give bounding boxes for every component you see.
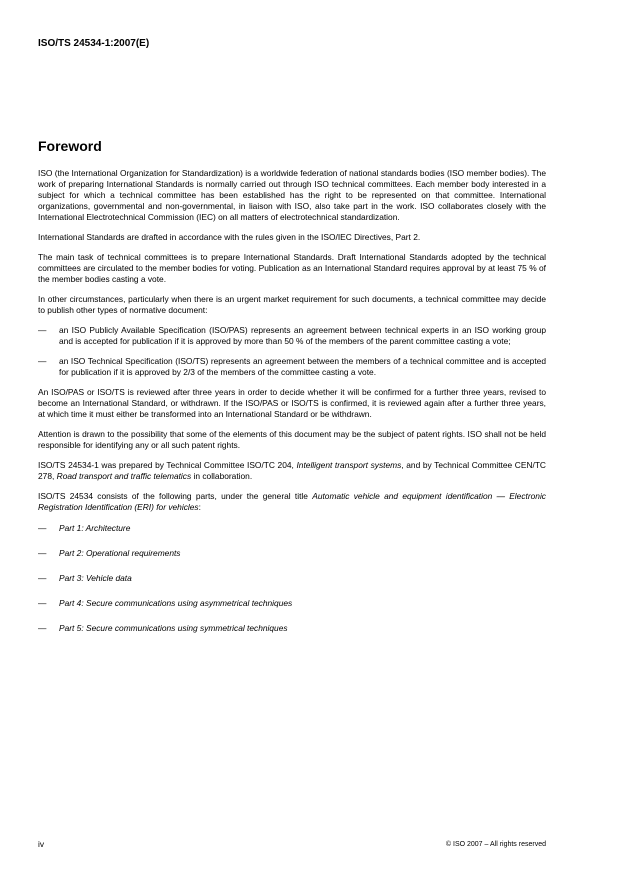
list-item (38, 548, 546, 559)
paragraph: The main task of technical committees is to prepare International Standards. Draft International Standards adopted by the technical committees are circulated to the member bodies for voting. Publication as an International Standard requires approval by at least 75 % of the member bodies casting a vote. (38, 252, 546, 284)
paragraph: In other circumstances, particularly when there is an urgent market requirement for such documents, a technical committee may decide to publish other types of normative document: (38, 294, 546, 315)
dash-marker: — (38, 356, 47, 366)
part-title: Part 1: Architecture (59, 523, 131, 533)
page-title: Foreword (38, 138, 102, 154)
list-item (38, 325, 546, 347)
dash-marker: — (38, 573, 47, 583)
paragraph-parts-intro (38, 491, 546, 513)
text-run: ISO/TS 24534-1 was prepared by Technical Committee ISO/TC 204, (38, 460, 297, 470)
list-item (38, 356, 546, 378)
text-run: : (198, 502, 201, 512)
part-title: Part 4: Secure communications using asymmetrical techniques (59, 598, 293, 608)
list-item-text: an ISO Technical Specification (ISO/TS) represents an agreement between the members of a technical committee and is accepted for publication if it is approved by 2/3 of the members of the committee casting a vote. (59, 356, 546, 377)
text-run: in collaboration. (191, 471, 253, 481)
page-number: iv (38, 839, 45, 849)
document-reference: ISO/TS 24534-1:2007(E) (38, 38, 150, 49)
part-title: Part 3: Vehicle data (59, 573, 132, 583)
text-run: , and by Technical Committee CEN/TC 278, (38, 460, 546, 481)
paragraph-preparation (38, 460, 546, 482)
list-item-text: an ISO Publicly Available Specification (ISO/PAS) represents an agreement between technical experts in an ISO working group and is accepted for publication if it is approved by more than 50 % of the members of the parent committee casting a vote; (59, 325, 546, 346)
paragraph: International Standards are drafted in accordance with the rules given in the ISO/IEC Directives, Part 2. (38, 232, 421, 242)
paragraph: An ISO/PAS or ISO/TS is reviewed after three years in order to decide whether it will be confirmed for a further three years, revised to become an International Standard, or withdrawn. If the ISO/PAS or ISO/TS is confirmed, it is reviewed again after a further three years, at which time it must either be transformed into an International Standard or be withdrawn. (38, 387, 546, 419)
paragraph: Attention is drawn to the possibility that some of the elements of this document may be the subject of patent rights. ISO shall not be held responsible for identifying any or all such patent rights. (38, 429, 546, 450)
committee-title: Intelligent transport systems (296, 460, 402, 470)
list-item (38, 573, 546, 584)
text-run: ISO/TS 24534 consists of the following parts, under the general title (38, 491, 313, 501)
copyright-notice: © ISO 2007 – All rights reserved (445, 841, 546, 848)
dash-marker: — (38, 523, 47, 533)
committee-title: Road transport and traffic telematics (56, 471, 192, 481)
list-item (38, 523, 546, 534)
dash-marker: — (38, 598, 47, 608)
part-title: Part 2: Operational requirements (59, 548, 181, 558)
parts-list (38, 523, 546, 634)
dash-marker: — (38, 325, 47, 335)
foreword-body (38, 168, 546, 648)
dash-marker: — (38, 623, 47, 633)
part-title: Part 5: Secure communications using symmetrical techniques (59, 623, 288, 633)
dash-marker: — (38, 548, 47, 558)
general-title: Automatic vehicle and equipment identification — Electronic Registration Identification (ERI) for vehicles (38, 491, 546, 512)
list-item (38, 623, 546, 634)
paragraph: ISO (the International Organization for Standardization) is a worldwide federation of national standards bodies (ISO member bodies). The work of preparing International Standards is normally carried out through ISO technical committees. Each member body interested in a subject for which a technical committee has been established has the right to be represented on that committee. International organizations, governmental and non-governmental, in liaison with ISO, also take part in the work. ISO collaborates closely with the International Electrotechnical Commission (IEC) on all matters of electrotechnical standardization. (38, 168, 546, 222)
list-item (38, 598, 546, 609)
